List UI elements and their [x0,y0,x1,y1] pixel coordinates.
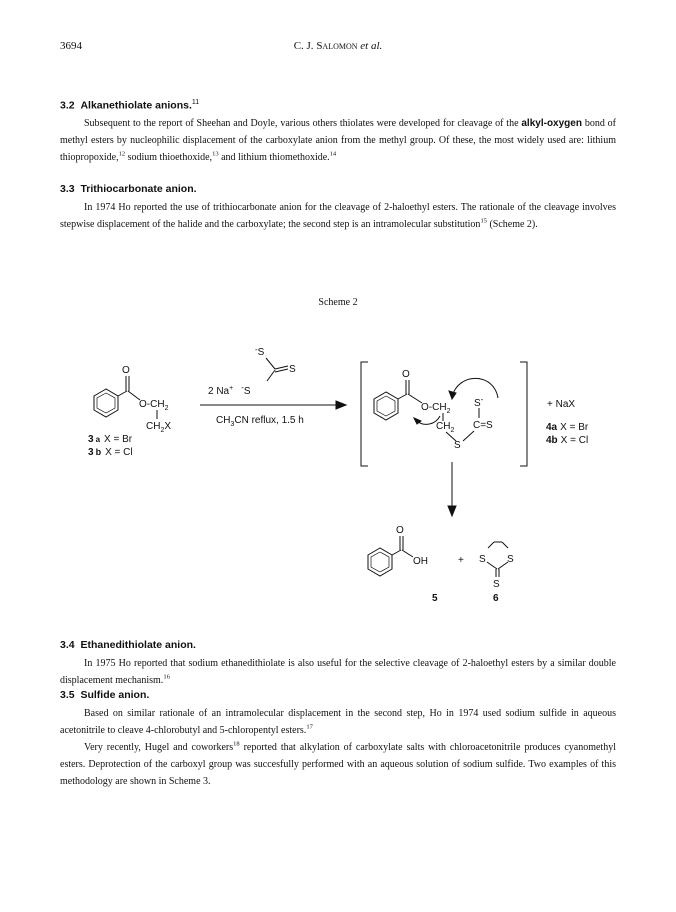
arrow-head [336,401,346,409]
thione-sulfur: S [289,364,296,375]
section-number: 3.3 [60,183,75,195]
products [368,525,514,604]
ester-oxygen-ch2: $O-CH_2$ [139,399,169,412]
paragraph-text: bond of methyl esters by nucleophilic displacement of the carboxylate anion from the methyl group. Of these, the most widely used are: lithium thiopropoxide, [60,118,616,163]
benzene-inner-ring [97,393,115,413]
compound-4a-label: 4a X = Br [546,422,589,433]
paragraph [60,655,616,689]
page-number: 3694 [60,40,82,52]
section-heading-3-4 [60,639,196,651]
compound-4b-label: 4b X = Cl [546,435,589,446]
section-number: 3.4 [60,639,75,651]
right-bracket [520,362,527,466]
anionic-sulfur: S- [474,395,484,409]
mechanism-arrow-top [452,378,498,398]
paragraph-text: In 1975 Ho reported that sodium ethanedithiolate is also useful for the selective cleavage of 2-haloethyl esters by a similar double displacement mechanism. [60,658,616,686]
reference-citation: 13 [212,150,219,158]
acid-hydroxyl: OH [413,556,428,567]
thione-ring-sulfur-right: S [507,554,514,565]
bond [463,431,474,441]
compound-3b-label: 3 b X = Cl [88,447,133,458]
thiolate-sulfur-top: -S [255,345,265,358]
section-title: Sulfide anion. [80,689,150,701]
et-al: et al. [357,40,383,52]
ring-ch2: $CH_2$ [436,421,455,434]
ring-sulfur: S [454,440,461,451]
section-heading-3-5 [60,689,149,701]
bond [398,394,407,399]
left-bracket [361,362,368,466]
bond [402,550,413,557]
reference-citation: 18 [233,740,240,748]
paragraph-text: reported that alkylation of carboxylate salts with chloroacetonitrile produces cyanomethyl esters. Deprotection of the carboxyl group was succesfully performed with an aqueous solution of sodium sulfide. Two examples of this methodology are shown in Scheme 3. [60,742,616,787]
acid-carbonyl-oxygen: O [396,525,404,536]
emphasized-term: alkyl-oxygen [521,118,582,129]
thione-bond [275,366,288,369]
compound-5-label: 5 [432,593,438,604]
bond [266,358,275,369]
bond [408,394,422,403]
benzene-inner-ring [377,396,395,416]
paragraph-text: and lithium thiomethoxide. [218,152,330,163]
plus-sign: + [458,555,464,566]
thione-sulfur: S [493,579,500,590]
section-number: 3.2 [60,99,75,112]
bond [267,370,275,381]
section-title: Ethanedithiolate anion. [80,639,196,651]
paragraph-text: sodium thioethoxide, [125,152,213,163]
bond [392,550,401,555]
ester-oxygen-ch2: $O-CH_2$ [421,402,451,415]
paragraph [60,705,616,739]
thione-carbon: C=S [473,420,493,431]
bond [118,391,127,396]
section-title: Trithiocarbonate anion. [80,183,197,195]
reference-citation: 17 [306,723,313,731]
thione-bond [275,369,288,372]
ch2x-group: $CH_2X$ [146,421,172,434]
carbonyl-oxygen: O [402,369,410,380]
author-name: Salomon [316,40,358,52]
carbonyl-oxygen: O [122,365,130,376]
ring-bond [502,542,508,548]
arrow-head [449,391,456,399]
scheme-title: Scheme 2 [318,297,358,308]
byproduct-nax: + NaX [547,399,576,410]
paragraph-text: (Scheme 2). [486,219,538,230]
author-initials: C. J. [293,40,317,52]
reference-citation: 16 [163,673,170,681]
substrate-structure [88,365,171,458]
paragraph-text: In 1974 Ho reported the use of trithiocarbonate anion for the cleavage of 2-haloethyl esters. The rationale of the cleavage involves stepwise displacement of the halide and the carboxylate; the second step is an intramolecular substitution [60,202,616,230]
compound-6-label: 6 [493,593,499,604]
paragraph-text: Very recently, Hugel and coworkers [84,742,234,753]
section-title: Alkanethiolate anions. [80,99,192,112]
reaction-conditions: $CH_3CN$ reflux, 1.5 h [216,415,304,428]
paragraph-text: Subsequent to the report of Sheehan and Doyle, various others thiolates were developed for cleavage of the [84,118,522,129]
thione-ring-sulfur-left: S [479,554,486,565]
counterion-and-sulfur: 2 Na+ -S [208,383,251,397]
paragraph-text: Based on similar rationale of an intramolecular displacement in the second step, Ho in 1974 used sodium sulfide in aqueous acetonitrile to cleave 4-chlorobutyl and 5-chloropentyl esters. [60,708,616,736]
reference-citation: 12 [118,150,126,158]
reference-citation: 14 [329,150,337,158]
reference-citation: 15 [480,217,487,225]
section-ref: 11 [191,99,200,106]
paragraph [60,739,616,790]
ring-bond [488,542,494,548]
arrow-head [448,506,456,516]
trithiocarbonate-reagent [200,345,346,428]
section-number: 3.5 [60,689,75,701]
ring-bond [487,562,497,569]
benzene-inner-ring [371,552,389,572]
intermediate-structure [361,362,589,466]
ring-bond [498,562,508,569]
compound-3a-label: 3 a X = Br [88,434,133,445]
